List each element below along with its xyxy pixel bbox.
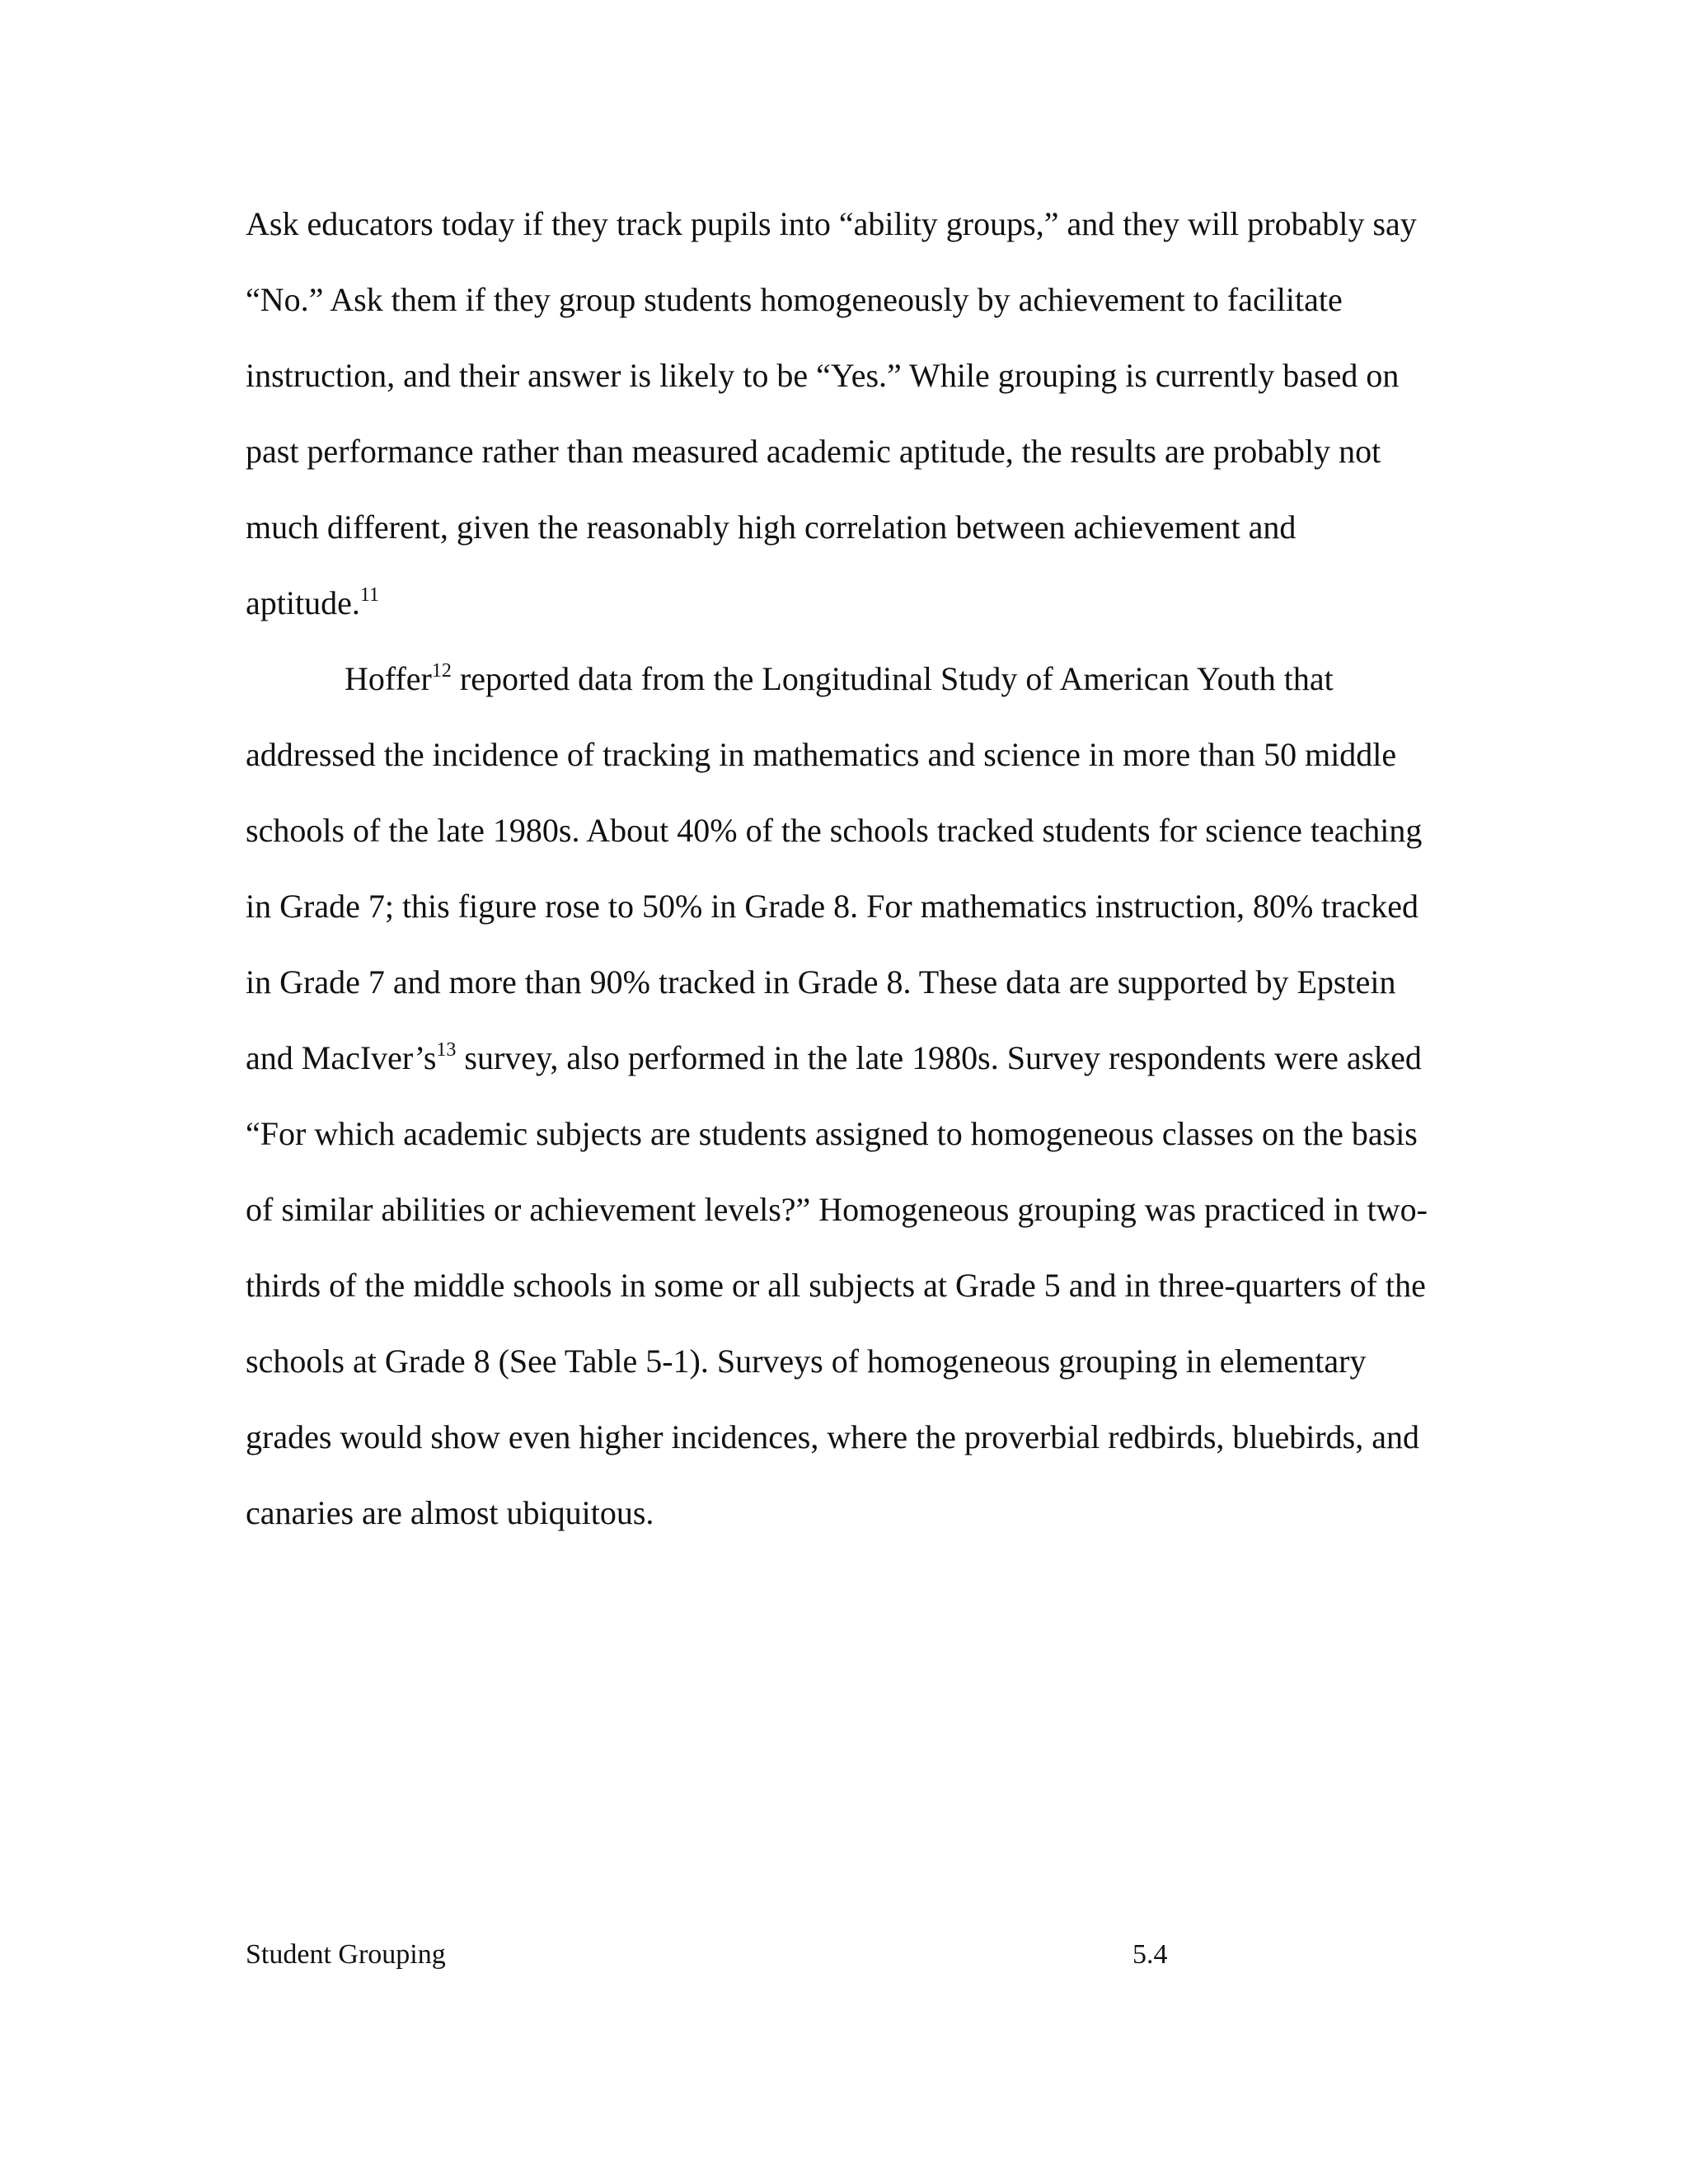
paragraph-2-line-6	[246, 1020, 1457, 1096]
paragraph-2-line-1	[246, 641, 1457, 717]
paragraph-2-line-3: schools of the late 1980s. About 40% of the schools tracked students for science teaching	[246, 812, 1423, 849]
paragraph-2-line-1-rest: reported data from the Longitudinal Study of American Youth that	[451, 660, 1334, 697]
paragraph-2-line-11: grades would show even higher incidences, where the proverbial redbirds, bluebirds, and	[246, 1418, 1420, 1455]
paragraph-1-line-2: “No.” Ask them if they group students homogeneously by achievement to facilitate	[246, 281, 1343, 318]
paragraph-1-last-text: aptitude.	[246, 584, 360, 621]
paragraph-2-line-8: of similar abilities or achievement levels?” Homogeneous grouping was practiced in two-	[246, 1191, 1428, 1228]
paragraph-2-line-10: schools at Grade 8 (See Table 5-1). Surveys of homogeneous grouping in elementary	[246, 1343, 1367, 1380]
paragraph-1-line-5: much different, given the reasonably high correlation between achievement and	[246, 509, 1296, 546]
paragraph-2-author: Hoffer	[345, 660, 432, 697]
paragraph-2-line-6-rest: survey, also performed in the late 1980s. Survey respondents were asked	[456, 1039, 1422, 1076]
paragraph-2-line-7: “For which academic subjects are students assigned to homogeneous classes on the basis	[246, 1115, 1418, 1152]
paragraph-1-line-4: past performance rather than measured academic aptitude, the results are probably not	[246, 433, 1381, 470]
footnote-ref-12: 12	[431, 659, 452, 682]
footer-page-number: 5.4	[1132, 1939, 1168, 1970]
paragraph-2-line-5: in Grade 7 and more than 90% tracked in Grade 8. These data are supported by Epstein	[246, 963, 1396, 1001]
paragraph-1-line-6	[246, 565, 1457, 641]
footnote-ref-11: 11	[359, 583, 379, 606]
paragraph-2-line-6-start: and MacIver’s	[246, 1039, 437, 1076]
body-text	[246, 186, 1457, 1551]
footnote-ref-13: 13	[436, 1038, 457, 1061]
footer-section-title: Student Grouping	[246, 1939, 446, 1970]
paragraph-2-line-12: canaries are almost ubiquitous.	[246, 1494, 654, 1531]
paragraph-2-line-9: thirds of the middle schools in some or all subjects at Grade 5 and in three-quarters of the	[246, 1267, 1426, 1304]
paragraph-1-line-3: instruction, and their answer is likely to be “Yes.” While grouping is currently based on	[246, 357, 1400, 394]
paragraph-1-line-1: Ask educators today if they track pupils into “ability groups,” and they will probably say	[246, 205, 1417, 242]
paragraph-2-line-2: addressed the incidence of tracking in mathematics and science in more than 50 middle	[246, 736, 1397, 773]
paragraph-2-line-4: in Grade 7; this figure rose to 50% in Grade 8. For mathematics instruction, 80% tracked	[246, 888, 1418, 925]
